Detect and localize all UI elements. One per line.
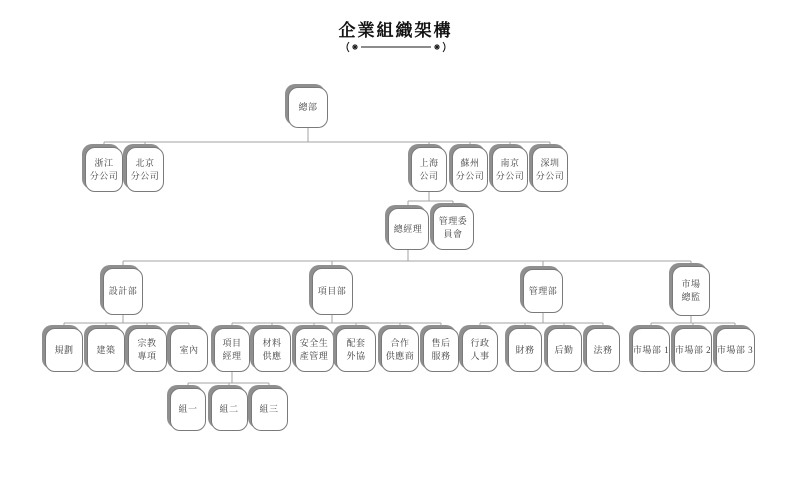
org-node-zu3[interactable] (251, 388, 288, 431)
page-title: 企業組織架構 (338, 21, 453, 40)
org-node-sc1[interactable] (632, 328, 670, 372)
org-node-label-line: 外協 (346, 351, 366, 361)
org-node-label-line: 分公司 (535, 170, 565, 181)
org-node-label-line: 總監 (681, 292, 701, 302)
org-node-xiangmu[interactable] (312, 268, 353, 315)
org-node-label-line: 分公司 (455, 170, 485, 181)
org-node-label-line: 產管理 (299, 351, 329, 361)
org-node-label-line: 蘇州 (460, 157, 480, 168)
org-node-label-line: 室內 (179, 344, 199, 355)
org-node-label-line: 售后 (431, 338, 451, 348)
org-node-label-line: 市場部 1 (632, 344, 670, 355)
org-node-label-line: 財務 (515, 344, 535, 355)
org-node-label-line: 建築 (96, 344, 116, 355)
org-node-sczj[interactable] (672, 266, 710, 316)
org-node-label-line: 分公司 (130, 170, 160, 181)
org-node-beijing[interactable] (126, 147, 164, 192)
org-node-label-line: 分公司 (495, 170, 525, 181)
org-node-label-line: 經理 (222, 351, 242, 361)
org-node-shenzhen[interactable] (532, 147, 568, 192)
org-node-label-line: 上海 (419, 157, 439, 168)
org-node-guanweihui[interactable] (433, 206, 474, 250)
org-node-sc3[interactable] (716, 328, 755, 372)
org-node-fawu[interactable] (586, 328, 620, 372)
org-node-zhejiang[interactable] (85, 147, 123, 192)
org-node-label-line: 市場部 3 (716, 344, 754, 355)
org-node-guanli[interactable] (523, 269, 563, 313)
org-node-shanghai[interactable] (411, 147, 447, 192)
org-node-label-line: 規劃 (54, 344, 74, 355)
org-node-label-line: 項目 (222, 338, 242, 348)
org-node-label-line: 設計部 (108, 286, 138, 296)
org-node-label-line: 供應 (262, 351, 282, 361)
org-node-peitao[interactable] (336, 328, 376, 372)
org-node-label-line: 管理部 (528, 285, 558, 296)
org-node-label-line: 行政 (470, 338, 490, 348)
org-node-label-line: 組二 (219, 404, 239, 414)
org-node-label-line: 北京 (135, 157, 155, 168)
org-node-zongjingli[interactable] (388, 208, 429, 250)
org-node-shouhou[interactable] (423, 328, 459, 372)
org-node-xmjl[interactable] (214, 328, 250, 372)
org-node-suzhou[interactable] (452, 147, 488, 192)
org-node-label-line: 宗教 (137, 338, 157, 348)
org-node-label-line: 深圳 (540, 157, 560, 168)
org-node-houqin[interactable] (547, 328, 582, 372)
title-underline-ornament (344, 41, 448, 53)
org-node-zongbu[interactable] (288, 87, 328, 128)
org-node-label-line: 配套 (346, 338, 366, 348)
org-node-zu2[interactable] (211, 388, 248, 431)
org-node-hezuo[interactable] (381, 328, 419, 372)
org-node-label-line: 法務 (593, 344, 613, 355)
org-node-label-line: 材料 (262, 338, 282, 348)
org-node-sc2[interactable] (674, 328, 712, 372)
org-node-zongjiao[interactable] (128, 328, 167, 372)
org-node-guihua[interactable] (45, 328, 83, 372)
org-node-cailiao[interactable] (253, 328, 291, 372)
org-node-label-line: 市場 (681, 279, 701, 289)
org-node-label-line: 組一 (178, 404, 198, 414)
org-node-anquan[interactable] (295, 328, 334, 372)
org-node-caiwu[interactable] (508, 328, 542, 372)
org-node-sheji[interactable] (103, 268, 143, 315)
org-node-nanjing[interactable] (492, 147, 528, 192)
org-node-zu1[interactable] (170, 388, 206, 431)
org-node-label-line: 項目部 (317, 286, 347, 296)
org-node-label-line: 市場部 2 (674, 344, 712, 355)
org-node-label-line: 后勤 (554, 344, 574, 355)
org-node-shinei[interactable] (170, 328, 208, 372)
org-node-label-line: 員會 (443, 229, 463, 239)
org-node-label-line: 總部 (298, 102, 318, 112)
org-node-label-line: 分公司 (89, 170, 119, 181)
org-node-label-line: 公司 (419, 170, 439, 181)
org-node-label-line: 人事 (470, 351, 490, 361)
org-node-label-line: 總經理 (393, 223, 423, 234)
org-node-jianzhu[interactable] (87, 328, 125, 372)
org-node-label-line: 南京 (500, 157, 520, 168)
org-node-label-line: 組三 (259, 404, 279, 414)
org-node-label-line: 專項 (137, 351, 157, 361)
org-node-label-line: 服務 (431, 351, 451, 361)
org-node-label-line: 合作 (390, 338, 410, 348)
org-node-label-line: 安全生 (299, 338, 329, 348)
org-node-label-line: 管理委 (438, 216, 468, 226)
title-block (0, 16, 791, 53)
org-node-xingzheng[interactable] (462, 328, 498, 372)
org-node-label-line: 浙江 (94, 157, 114, 168)
org-node-label-line: 供應商 (385, 351, 415, 361)
